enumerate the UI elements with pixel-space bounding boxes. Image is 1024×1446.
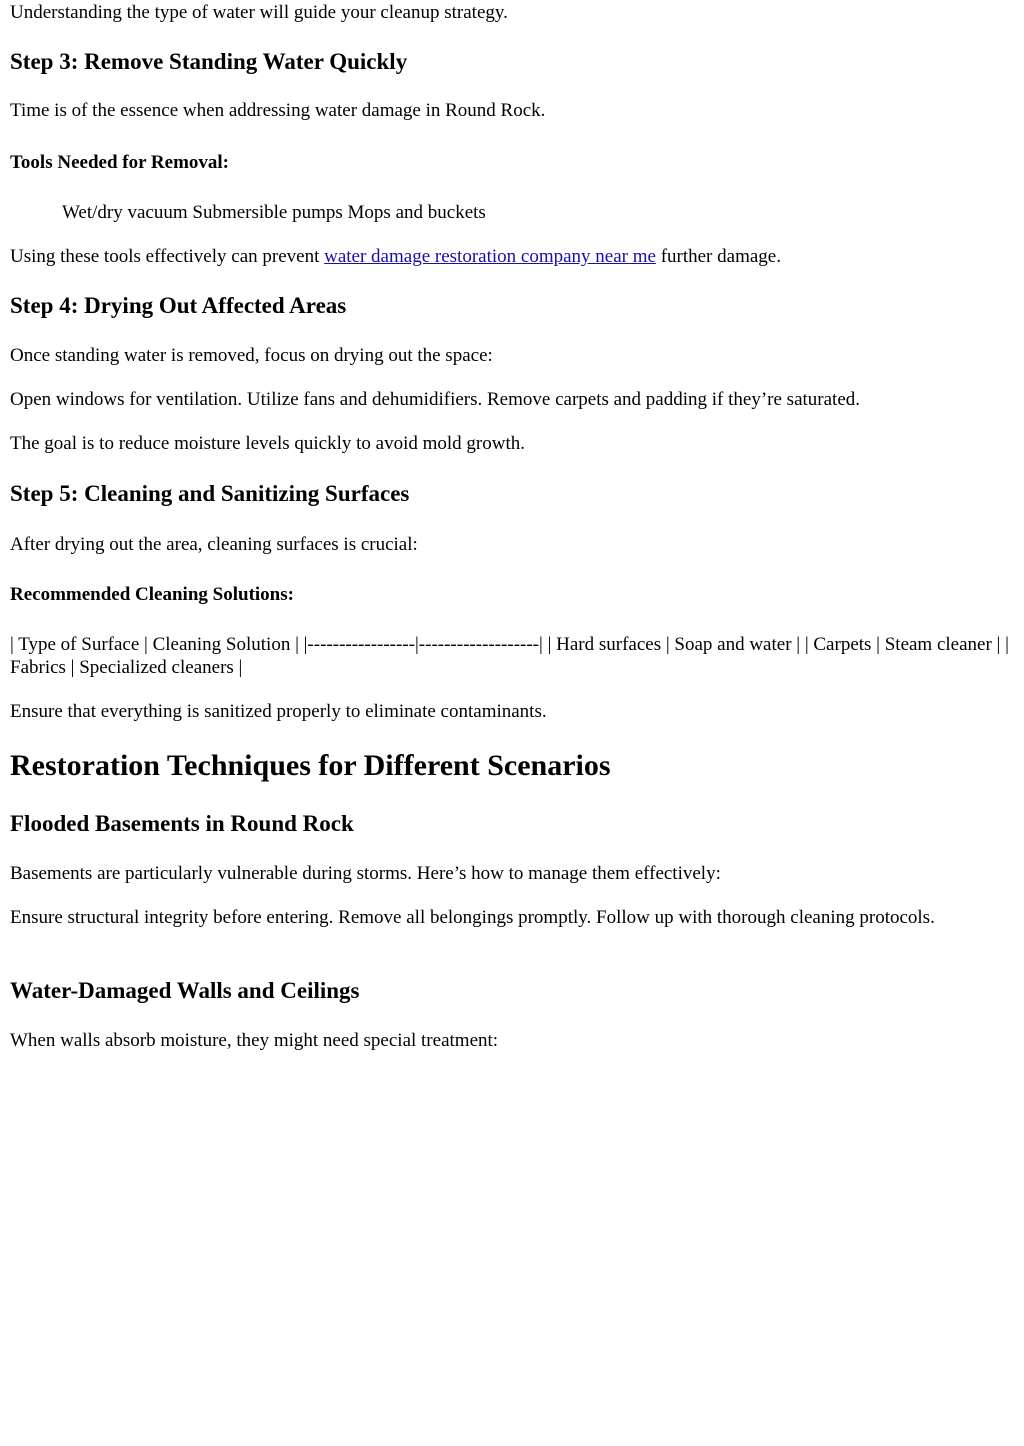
moisture-goal-paragraph: The goal is to reduce moisture levels quickly to avoid mold growth. — [10, 433, 526, 454]
sanitize-paragraph: Ensure that everything is sanitized properly to eliminate contaminants. — [10, 701, 547, 722]
step5-heading: Step 5: Cleaning and Sanitizing Surfaces — [10, 481, 410, 506]
basements-steps-paragraph: Ensure structural integrity before entering. Remove all belongings promptly. Follow up with thorough cleaning protocols. — [10, 907, 935, 928]
tools-usage-paragraph — [10, 245, 1014, 268]
intro-tail-paragraph: Understanding the type of water will guide your cleanup strategy. — [10, 2, 508, 23]
cleaning-solutions-heading: Recommended Cleaning Solutions: — [10, 584, 294, 605]
basements-heading: Flooded Basements in Round Rock — [10, 811, 354, 836]
restoration-heading: Restoration Techniques for Different Scenarios — [10, 749, 611, 782]
usage-text-after: further damage. — [655, 246, 781, 267]
step5-paragraph: After drying out the area, cleaning surfaces is crucial: — [10, 534, 418, 555]
restoration-company-link[interactable]: water damage restoration company near me — [324, 246, 656, 267]
step3-heading: Step 3: Remove Standing Water Quickly — [10, 49, 408, 74]
step4-paragraph: Once standing water is removed, focus on drying out the space: — [10, 345, 493, 366]
step3-paragraph: Time is of the essence when addressing water damage in Round Rock. — [10, 100, 546, 121]
basements-paragraph: Basements are particularly vulnerable during storms. Here’s how to manage them effectively: — [10, 863, 721, 884]
walls-heading: Water-Damaged Walls and Ceilings — [10, 978, 360, 1003]
tools-list: Wet/dry vacuum Submersible pumps Mops and buckets — [62, 202, 486, 223]
drying-steps-paragraph: Open windows for ventilation. Utilize fans and dehumidifiers. Remove carpets and padding if they’re saturated. — [10, 389, 860, 410]
walls-paragraph: When walls absorb moisture, they might need special treatment: — [10, 1030, 499, 1051]
usage-text-before: Using these tools effectively can prevent — [10, 246, 325, 267]
tools-heading: Tools Needed for Removal: — [10, 152, 230, 173]
step4-heading: Step 4: Drying Out Affected Areas — [10, 293, 347, 318]
cleaning-table-text: | Type of Surface | Cleaning Solution | |-----------------|-------------------| | Hard surfaces | Soap and water | | Carpets | Steam cleaner | | Fabrics | Specialized cleaners | — [10, 634, 1009, 678]
